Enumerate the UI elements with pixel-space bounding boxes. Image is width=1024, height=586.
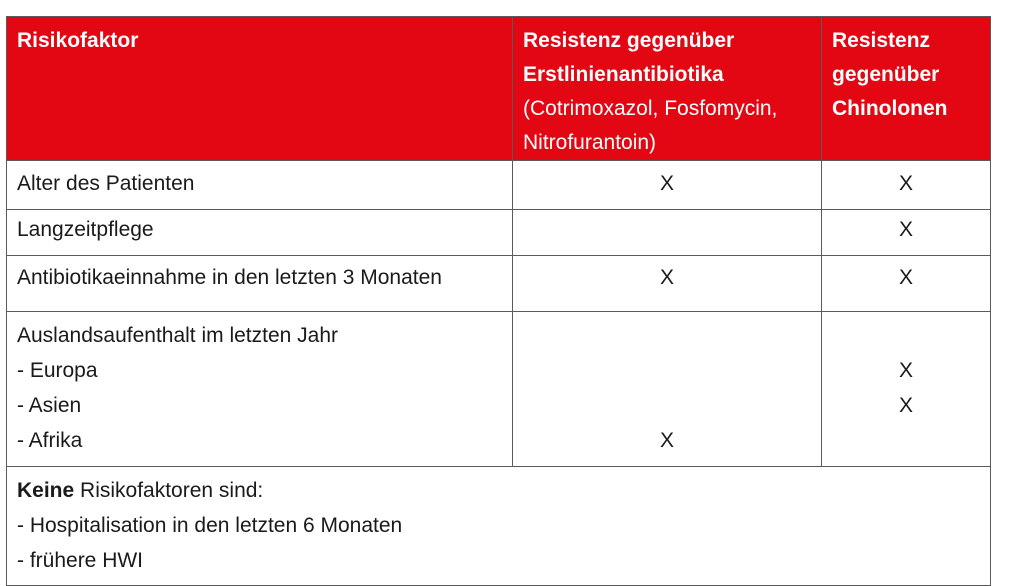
header-first-line-title-1: Resistenz gegenüber [523,29,735,52]
table-row [7,312,991,467]
header-risk-factor: Risikofaktor [7,17,513,161]
footer-rest: Risikofaktoren sind: [74,479,264,502]
row-label: Alter des Patienten [7,161,513,210]
header-first-line-sub-1: (Cotrimoxazol, Fosfomycin, [523,97,778,120]
footer-note [7,467,991,586]
header-first-line-sub-2: Nitrofurantoin) [523,131,657,154]
travel-africa: - Afrika [17,429,83,452]
first-line-mark: X [513,256,822,312]
first-line-mark [513,210,822,256]
risk-factor-table [6,16,991,586]
travel-asia: - Asien [17,394,82,417]
travel-label: Auslandsaufenthalt im letzten Jahr [17,324,339,347]
travel-europe: - Europa [17,359,98,382]
footer-item: - frühere HWI [17,549,144,572]
table-row [7,256,991,312]
first-line-mark: X [513,312,822,467]
header-row [7,17,991,161]
quinolone-mark: X [822,210,991,256]
header-first-line-title-2: Erstlinienantibiotika [523,63,724,86]
row-label: Antibiotikaeinnahme in den letzten 3 Monaten [7,256,513,312]
footer-item: - Hospitalisation in den letzten 6 Monaten [17,514,403,537]
table-row [7,161,991,210]
row-label: Langzeitpflege [7,210,513,256]
row-label [7,312,513,467]
header-first-line-resistance [513,17,822,161]
footer-bold: Keine [17,479,75,502]
quinolone-mark: X X [822,312,991,467]
header-quinolone-resistance: Resistenz gegenüber Chinolonen [822,17,991,161]
quinolone-mark: X [822,256,991,312]
table-row [7,210,991,256]
quinolone-mark: X [822,161,991,210]
footer-row [7,467,991,586]
first-line-mark: X [513,161,822,210]
